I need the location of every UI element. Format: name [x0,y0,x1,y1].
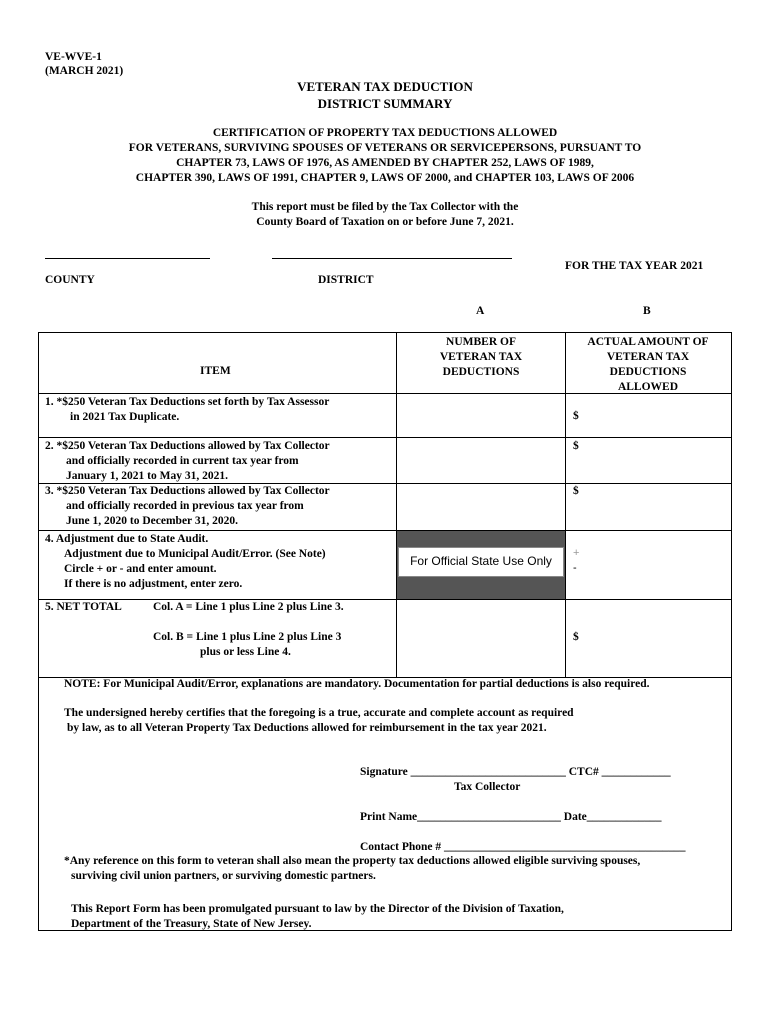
column-b-letter: B [643,305,651,317]
row-1-col-a-input[interactable] [397,394,565,437]
col-b-header-line: ACTUAL AMOUNT OF [587,336,709,348]
tax-year: FOR THE TAX YEAR 2021 [565,260,704,272]
form-date: (MARCH 2021) [45,65,124,77]
row-3-line: and officially recorded in previous tax year from [66,500,304,512]
row-1-item [45,395,329,425]
row-1-line: in 2021 Tax Duplicate. [70,411,180,423]
item-header: ITEM [200,365,231,377]
row-3-item [45,484,330,529]
district-label: DISTRICT [318,274,374,286]
row-2-col-b-input[interactable] [582,438,730,483]
row-2-line: 2. *$250 Veteran Tax Deductions allowed by Tax Collector [45,440,330,452]
certification-heading [0,126,770,186]
row-2-col-a-input[interactable] [397,438,565,483]
row-5-label: 5. NET TOTAL [45,601,122,613]
title-line-1: VETERAN TAX DEDUCTION [297,79,473,94]
state-use-label: For Official State Use Only [398,547,564,577]
col-a-header [397,335,565,380]
row-1-dollar: $ [573,410,579,422]
promulgated-line-2: Department of the Treasury, State of New Jersey. [71,918,312,930]
col-a-header-line: NUMBER OF [446,336,516,348]
cert-line-1: CERTIFICATION OF PROPERTY TAX DEDUCTIONS ALLOWED [212,127,558,139]
print-name-line[interactable]: Print Name_________________________ Date_____________ [360,811,662,823]
reference-line-1: *Any reference on this form to veteran shall also mean the property tax deductions allowed eligible surviving spouses, [64,855,641,867]
title-line-2: DISTRICT SUMMARY [317,96,453,111]
row-2-dollar: $ [573,440,579,452]
form-id-block [45,50,123,78]
row-3-dollar: $ [573,485,579,497]
filing-instructions [0,200,770,230]
form-id: VE-WVE-1 [45,51,102,63]
plus-sign[interactable]: + [573,547,580,559]
col-b-header-line: VETERAN TAX [606,351,690,363]
row-3-line: 3. *$250 Veteran Tax Deductions allowed by Tax Collector [45,485,330,497]
minus-sign[interactable]: - [573,562,577,574]
row-3-col-b-input[interactable] [582,484,730,530]
cert-line-2: FOR VETERANS, SURVIVING SPOUSES OF VETERANS OR SERVICEPERSONS, PURSUANT TO [128,142,642,154]
row-2-line: January 1, 2021 to May 31, 2021. [66,470,228,482]
row-4-line: 4. Adjustment due to State Audit. [45,533,209,545]
note-text: NOTE: For Municipal Audit/Error, explanations are mandatory. Documentation for partial deductions is also required. [64,678,650,690]
col-b-header [566,335,730,395]
row-3-line: June 1, 2020 to December 31, 2020. [66,515,238,527]
county-label: COUNTY [45,274,95,286]
certify-line-2: by law, as to all Veteran Property Tax Deductions allowed for reimbursement in the tax year 2021. [67,722,547,734]
filing-line-1: This report must be filed by the Tax Collector with the [251,201,519,213]
county-field[interactable] [45,258,210,259]
row-5-col-a-input[interactable] [397,600,565,677]
certify-line-1: The undersigned hereby certifies that the foregoing is a true, accurate and complete account as required [64,707,574,719]
row-3-col-a-input[interactable] [397,484,565,530]
col-a-header-line: VETERAN TAX [439,351,523,363]
reference-line-2: surviving civil union partners, or surviving domestic partners. [71,870,376,882]
row-4-item [45,532,326,592]
row-5-col-b-input[interactable] [582,600,730,677]
signature-line[interactable]: Signature ___________________________ CTC# ____________ [360,766,671,778]
row-5-col-a-formula: Col. A = Line 1 plus Line 2 plus Line 3. [153,601,344,613]
form-title [0,78,770,112]
col-b-header-line: DEDUCTIONS [609,366,687,378]
row-4-line: If there is no adjustment, enter zero. [64,578,243,590]
row-5-col-b-formula-cont: plus or less Line 4. [200,646,291,658]
row-1-line: 1. *$250 Veteran Tax Deductions set forth by Tax Assessor [45,396,330,408]
row-2-line: and officially recorded in current tax year from [66,455,299,467]
col-b-header-line: ALLOWED [617,381,679,393]
promulgated-line-1: This Report Form has been promulgated pursuant to law by the Director of the Division of Taxation, [71,903,564,915]
row-5-col-b-formula: Col. B = Line 1 plus Line 2 plus Line 3 [153,631,342,643]
col-a-header-line: DEDUCTIONS [442,366,520,378]
row-5-dollar: $ [573,631,579,643]
row-4-line: Circle + or - and enter amount. [64,563,217,575]
row-2-item [45,439,330,484]
tax-collector-label: Tax Collector [454,781,521,793]
row-4-col-b-input[interactable] [585,531,730,599]
district-field[interactable] [272,258,512,259]
row-1-col-b-input[interactable] [582,394,730,437]
contact-phone-line[interactable]: Contact Phone # __________________________________________ [360,841,686,853]
row-4-line: Adjustment due to Municipal Audit/Error. (See Note) [64,548,326,560]
cert-line-3: CHAPTER 73, LAWS OF 1976, AS AMENDED BY CHAPTER 252, LAWS OF 1989, [176,157,594,169]
column-a-letter: A [476,305,485,317]
cert-line-4: CHAPTER 390, LAWS OF 1991, CHAPTER 9, LAWS OF 2000, and CHAPTER 103, LAWS OF 2006 [135,172,635,184]
filing-line-2: County Board of Taxation on or before June 7, 2021. [256,216,514,228]
